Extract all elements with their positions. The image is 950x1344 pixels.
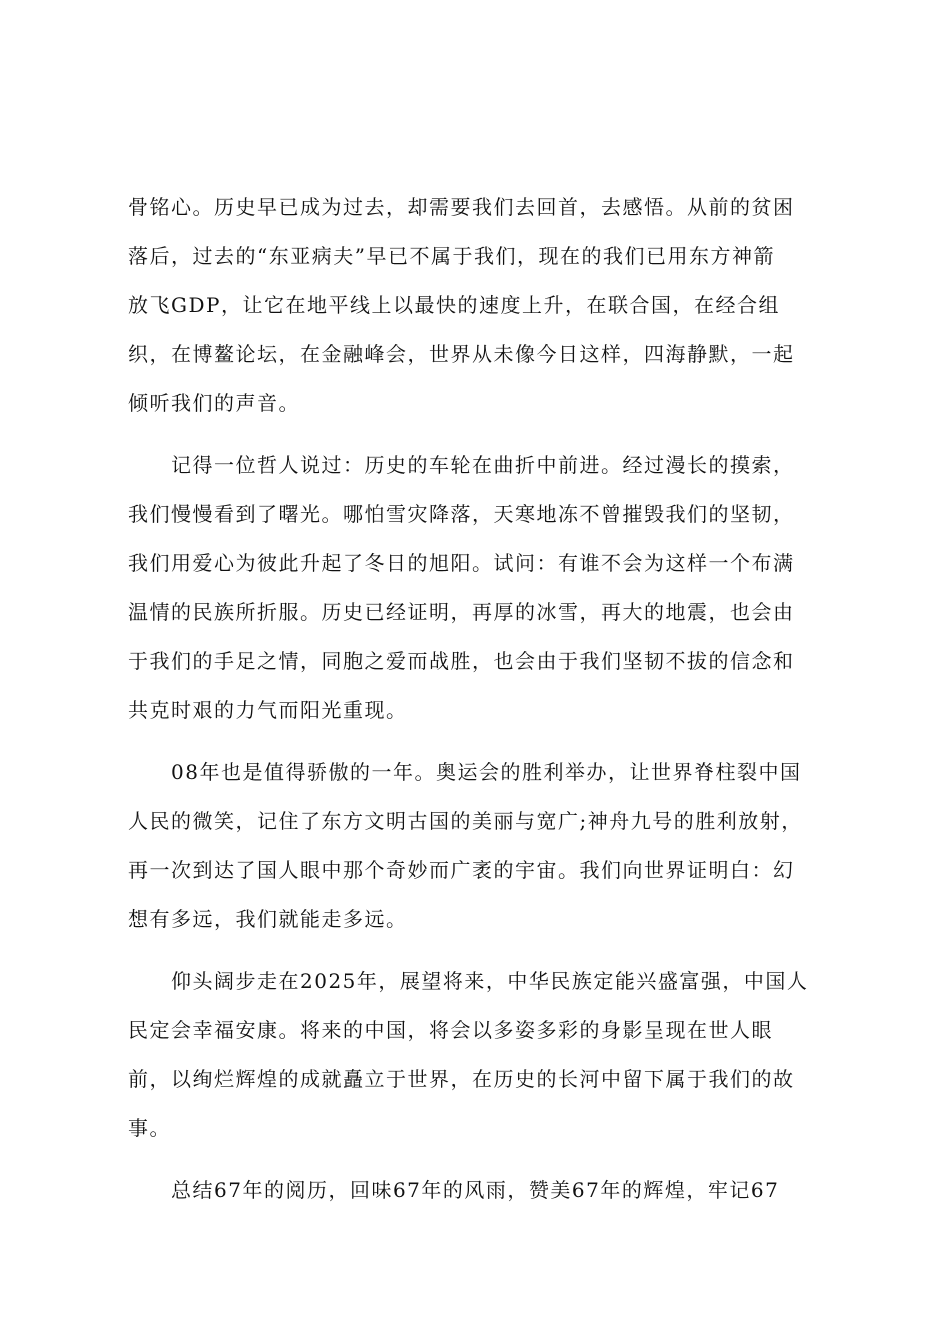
text-line: 我们慢慢看到了曙光。哪怕雪灾降落，天寒地冻不曾摧毁我们的坚韧， xyxy=(128,502,795,526)
paragraph-spacer xyxy=(128,428,832,441)
text-line: 08年也是值得骄傲的一年。奥运会的胜利举办，让世界脊柱裂中国 xyxy=(128,760,802,784)
text-line: 放飞GDP，让它在地平线上以最快的速度上升，在联合国，在经合组 xyxy=(128,293,780,317)
paragraph-spacer xyxy=(128,735,832,748)
text-line: 民定会幸福安康。将来的中国，将会以多姿多彩的身影呈现在世人眼 xyxy=(128,1018,773,1042)
text-line: 骨铭心。历史早已成为过去，却需要我们去回首，去感悟。从前的贫困 xyxy=(128,195,795,219)
text-line: 共克时艰的力气而阳光重现。 xyxy=(128,698,408,722)
text-line: 想有多远，我们就能走多远。 xyxy=(128,907,408,931)
paragraph xyxy=(128,957,832,1153)
text-line: 人民的微笑，记住了东方文明古国的美丽与宽广;神舟九号的胜利放射， xyxy=(128,809,803,833)
text-line: 我们用爱心为彼此升起了冬日的旭阳。试问：有谁不会为这样一个布满 xyxy=(128,551,795,575)
text-line: 前，以绚烂辉煌的成就矗立于世界，在历史的长河中留下属于我们的故 xyxy=(128,1067,795,1091)
paragraph-spacer xyxy=(128,1153,832,1166)
text-line: 于我们的手足之情，同胞之爱而战胜，也会由于我们坚韧不拔的信念和 xyxy=(128,649,795,673)
paragraph-spacer xyxy=(128,944,832,957)
document-body xyxy=(128,183,832,1215)
paragraph xyxy=(128,441,832,735)
text-line: 记得一位哲人说过：历史的车轮在曲折中前进。经过漫长的摸索， xyxy=(128,453,795,477)
text-line: 仰头阔步走在2025年，展望将来，中华民族定能兴盛富强，中国人 xyxy=(128,969,809,993)
text-line: 事。 xyxy=(128,1116,171,1140)
paragraph xyxy=(128,1166,832,1215)
text-line: 落后，过去的“东亚病夫”早已不属于我们，现在的我们已用东方神箭 xyxy=(128,244,775,268)
text-line: 温情的民族所折服。历史已经证明，再厚的冰雪，再大的地震，也会由 xyxy=(128,600,795,624)
paragraph xyxy=(128,183,832,428)
text-line: 总结67年的阅历，回味67年的风雨，赞美67年的辉煌，牢记67 xyxy=(128,1178,780,1202)
text-line: 织，在博鳌论坛，在金融峰会，世界从未像今日这样，四海静默，一起 xyxy=(128,342,795,366)
paragraph xyxy=(128,748,832,944)
text-line: 再一次到达了国人眼中那个奇妙而广袤的宇宙。我们向世界证明白：幻 xyxy=(128,858,795,882)
text-line: 倾听我们的声音。 xyxy=(128,391,300,415)
